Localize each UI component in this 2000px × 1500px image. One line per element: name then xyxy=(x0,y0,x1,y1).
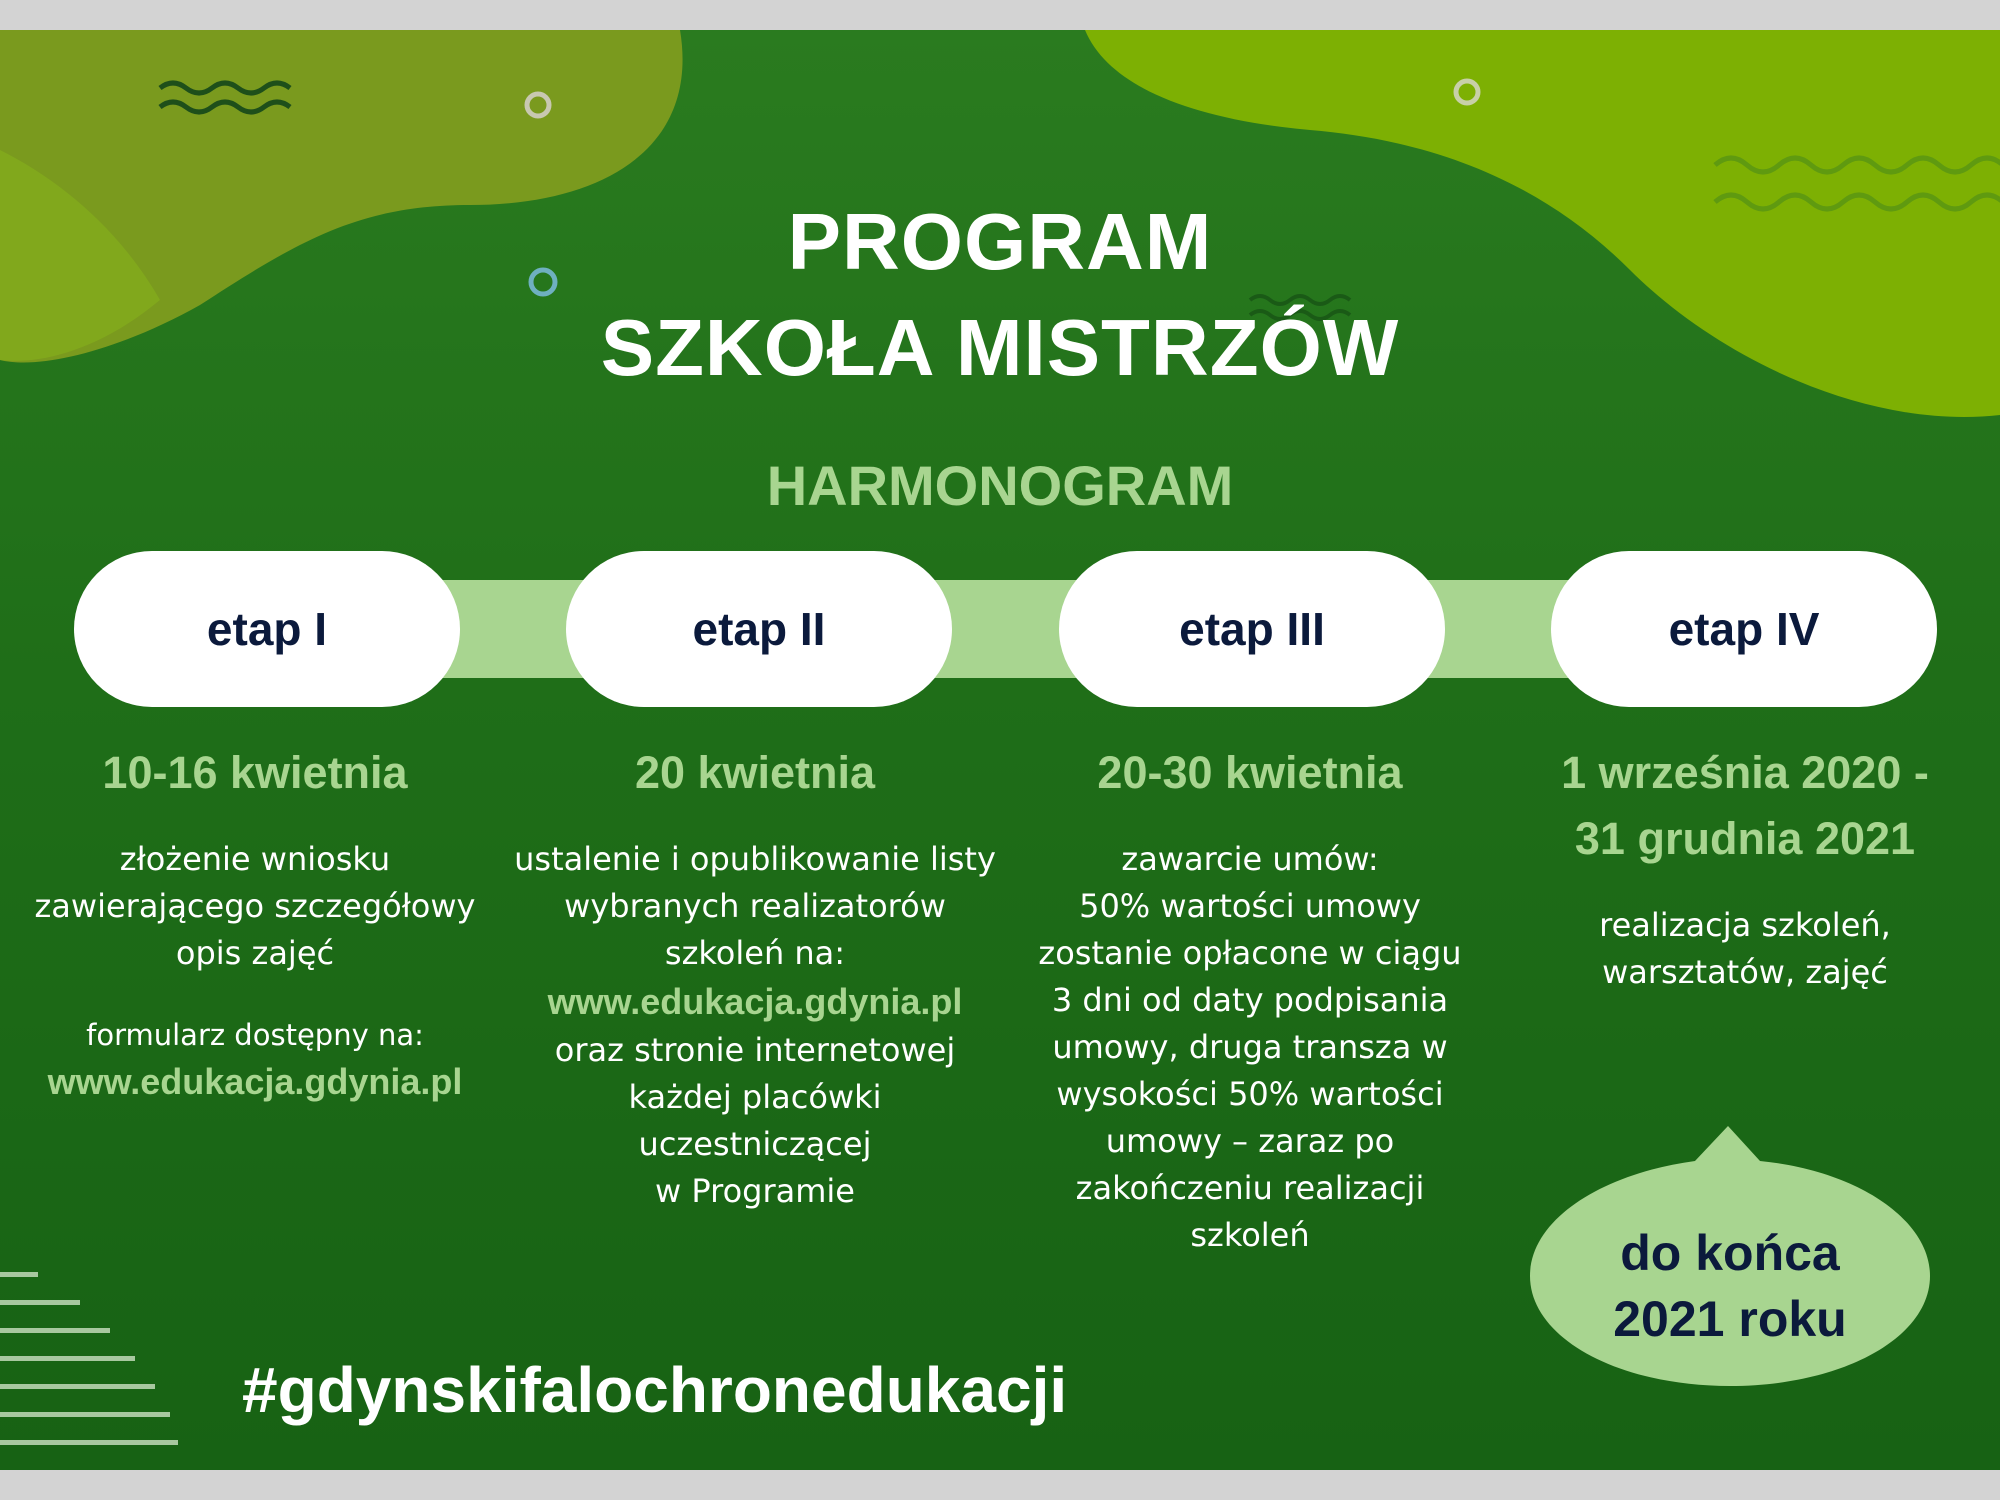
stage-desc-line: w Programie xyxy=(655,1172,855,1210)
title-line-2: SZKOŁA MISTRZÓW xyxy=(600,303,1400,392)
stage-desc-line: złożenie wniosku xyxy=(119,840,391,878)
bubble-line: 2021 roku xyxy=(1613,1291,1847,1347)
stage-desc-line: ustalenie i opublikowanie listy xyxy=(514,840,996,878)
stage-date: 10-16 kwietnia xyxy=(102,747,408,798)
stage-date: 1 września 2020 - xyxy=(1561,747,1929,798)
stage-desc-line: zakończeniu realizacji xyxy=(1075,1169,1425,1207)
stage-note: formularz dostępny na: xyxy=(86,1018,424,1052)
stage-pill-1 xyxy=(74,551,460,707)
stage-desc-line: oraz stronie internetowej xyxy=(554,1031,956,1069)
subtitle: HARMONOGRAM xyxy=(766,454,1234,517)
stage-pill-4 xyxy=(1551,551,1937,707)
stage-column-3 xyxy=(1025,740,1475,1259)
stage-desc-line: zawarcie umów: xyxy=(1121,840,1379,878)
stage-label: etap II xyxy=(692,603,826,655)
poster xyxy=(0,30,2000,1470)
stage-column-1 xyxy=(20,740,490,1107)
stage-date: 20 kwietnia xyxy=(634,747,876,798)
stage-desc-line: szkoleń na: xyxy=(664,934,846,972)
speech-bubble-text xyxy=(1530,1220,1930,1352)
stage-date: 20-30 kwietnia xyxy=(1097,747,1403,798)
stage-desc-line: umowy – zaraz po xyxy=(1105,1122,1395,1160)
stage-desc-line: wybranych realizatorów xyxy=(564,887,946,925)
stage-date: 31 grudnia 2021 xyxy=(1574,813,1916,864)
stage-desc-line: każdej placówki xyxy=(628,1078,882,1116)
stage-link[interactable]: www.edukacja.gdynia.pl xyxy=(547,981,963,1022)
stage-desc-line: warsztatów, zajęć xyxy=(1602,953,1888,991)
stage-desc-line: uczestniczącej xyxy=(638,1125,872,1163)
stage-desc-line: zawierającego szczegółowy xyxy=(34,887,476,925)
stage-desc-line: opis zajęć xyxy=(175,934,335,972)
stage-desc-line: realizacja szkoleń, xyxy=(1599,906,1891,944)
stage-desc-line: umowy, druga transza w xyxy=(1052,1028,1448,1066)
bubble-line: do końca xyxy=(1620,1225,1840,1281)
stage-column-2 xyxy=(505,740,1005,1215)
stage-link[interactable]: www.edukacja.gdynia.pl xyxy=(47,1061,463,1102)
hashtag: #gdynskifalochronedukacji xyxy=(242,1354,1068,1426)
stripes-decoration xyxy=(0,1272,178,1445)
stage-label: etap I xyxy=(206,603,328,655)
stage-label: etap III xyxy=(1179,603,1325,655)
stage-desc-line: 50% wartości umowy xyxy=(1079,887,1421,925)
stage-pill-3 xyxy=(1059,551,1445,707)
title-line-1: PROGRAM xyxy=(787,197,1213,286)
stage-desc-line: 3 dni od daty podpisania xyxy=(1051,981,1449,1019)
stage-desc-line: szkoleń xyxy=(1190,1216,1310,1254)
stage-pill-2 xyxy=(566,551,952,707)
stage-desc-line: wysokości 50% wartości xyxy=(1056,1075,1444,1113)
stage-desc-line: zostanie opłacone w ciągu xyxy=(1038,934,1462,972)
stage-label: etap IV xyxy=(1668,603,1820,655)
stage-column-4 xyxy=(1500,740,1990,996)
